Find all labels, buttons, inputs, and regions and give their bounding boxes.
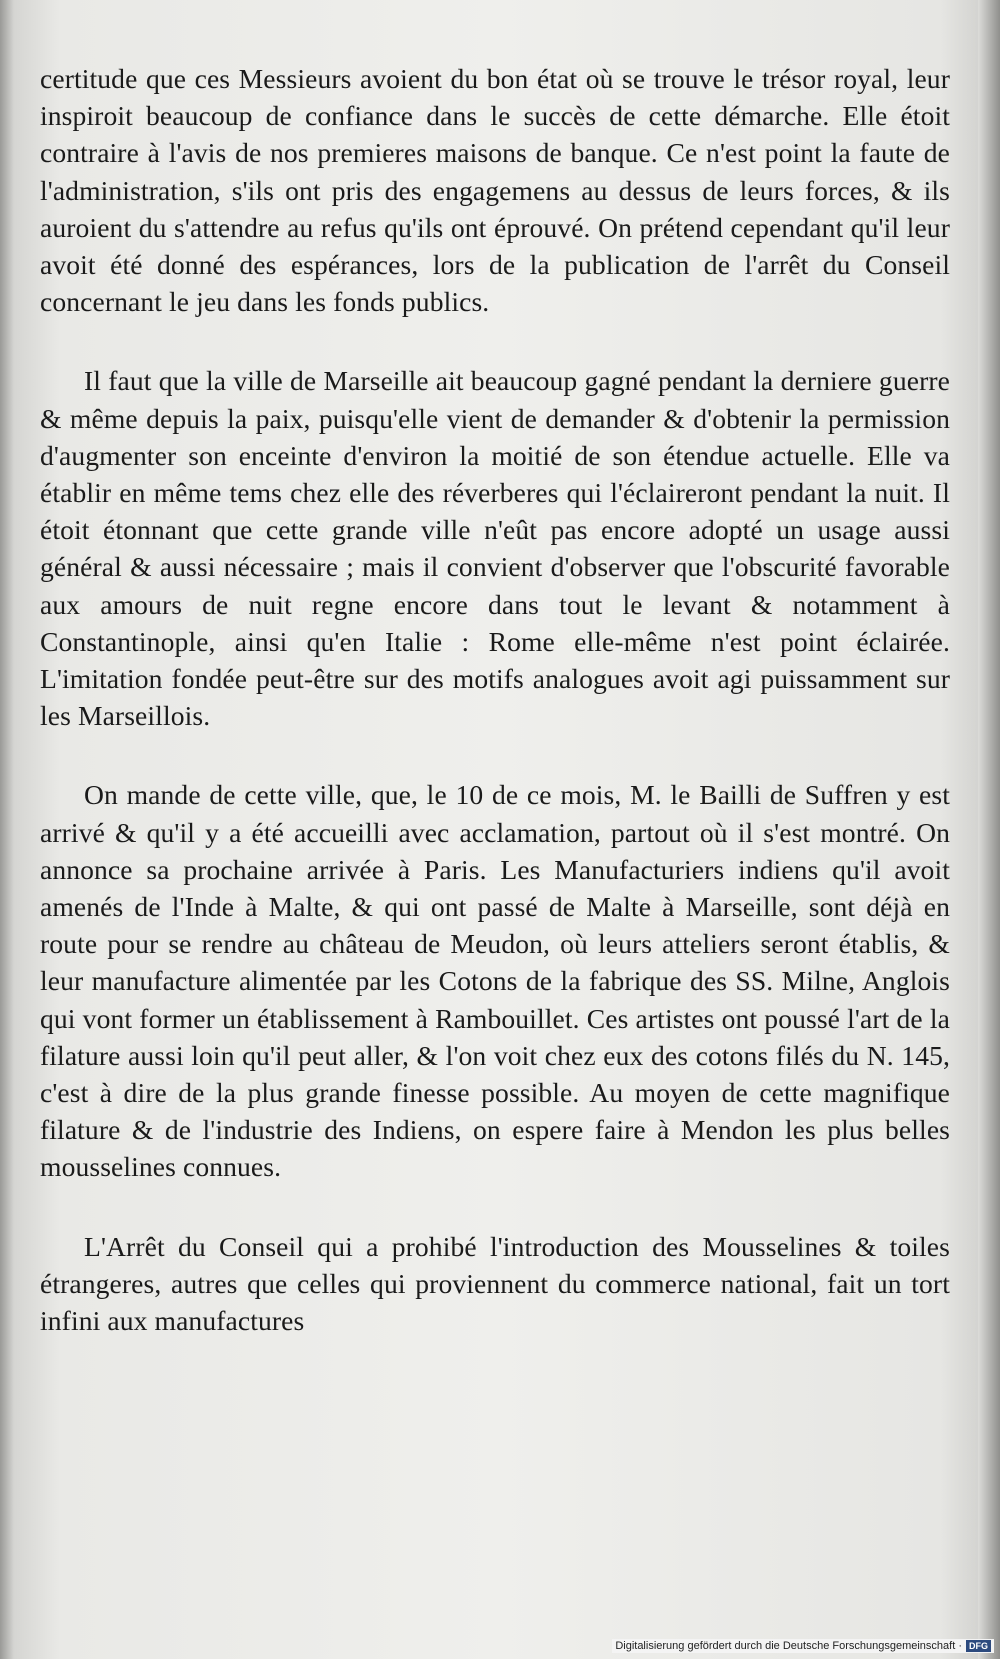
credit-text: Digitalisierung gefördert durch die Deutsche Forschungsgemeinschaft ·	[615, 1640, 962, 1652]
paragraph-2: Il faut que la ville de Marseille ait beaucoup gagné pendant la derniere guerre & même depuis la paix, puisqu'elle vient de demander & d'obtenir la permission d'augmenter son enceinte d'environ la moitié de son étendue actuelle. Elle va établir en même tems chez elle des réverberes qui l'éclaireront pendant la nuit. Il étoit étonnant que cette grande ville n'eût pas encore adopté un usage aussi général & aussi nécessaire ; mais il convient d'observer que l'obscurité favorable aux amours de nuit regne encore dans tout le levant & notamment à Constantinople, ainsi qu'en Italie : Rome elle-même n'est point éclairée. L'imitation fondée peut-être sur des motifs analogues avoit agi puissamment sur les Marseillois.	[40, 365, 950, 732]
page-right-edge	[978, 0, 1000, 1659]
paragraph-4: L'Arrêt du Conseil qui a prohibé l'introduction des Mousselines & toiles étrangeres, autres que celles qui proviennent du commerce national, fait un tort infini aux manufactures	[40, 1230, 950, 1337]
dfg-logo-icon: DFG	[966, 1640, 991, 1652]
paragraph-3: On mande de cette ville, que, le 10 de ce mois, M. le Bailli de Suffren y est arrivé & qu'il y a été accueilli avec acclamation, partout où il s'est montré. On annonce sa prochaine arrivée à Paris. Les Manufacturiers indiens qu'il avoit amenés de l'Inde à Malte, & qui ont passé de Malte à Marseille, sont déjà en route pour se rendre au château de Meudon, où leurs atteliers seront établis, & leur manufacture alimentée par les Cotons de la fabrique des SS. Milne, Anglois qui vont former un établissement à Rambouillet. Ces artistes ont poussé l'art de la filature aussi loin qu'il peut aller, & l'on voit chez eux des cotons filés du N. 145, c'est à dire de la plus grande finesse possible. Au moyen de cette magnifique filature & de l'industrie des Indiens, on espere faire à Mendon les plus belles mousselines connues.	[40, 779, 950, 1183]
page-body	[40, 60, 950, 1339]
paragraph-1: certitude que ces Messieurs avoient du bon état où se trouve le trésor royal, leur inspiroit beaucoup de confiance dans le succès de cette démarche. Elle étoit contraire à l'avis de nos premieres maisons de banque. Ce n'est point la faute de l'administration, s'ils ont pris des engagemens au dessus de leurs forces, & ils auroient du s'attendre au refus qu'ils ont éprouvé. On prétend cependant qu'il leur avoit été donné des espérances, lors de la publication de l'arrêt du Conseil concernant le jeu dans les fonds publics.	[40, 63, 950, 318]
page-left-edge	[0, 0, 14, 1659]
digitization-credit	[612, 1639, 994, 1653]
